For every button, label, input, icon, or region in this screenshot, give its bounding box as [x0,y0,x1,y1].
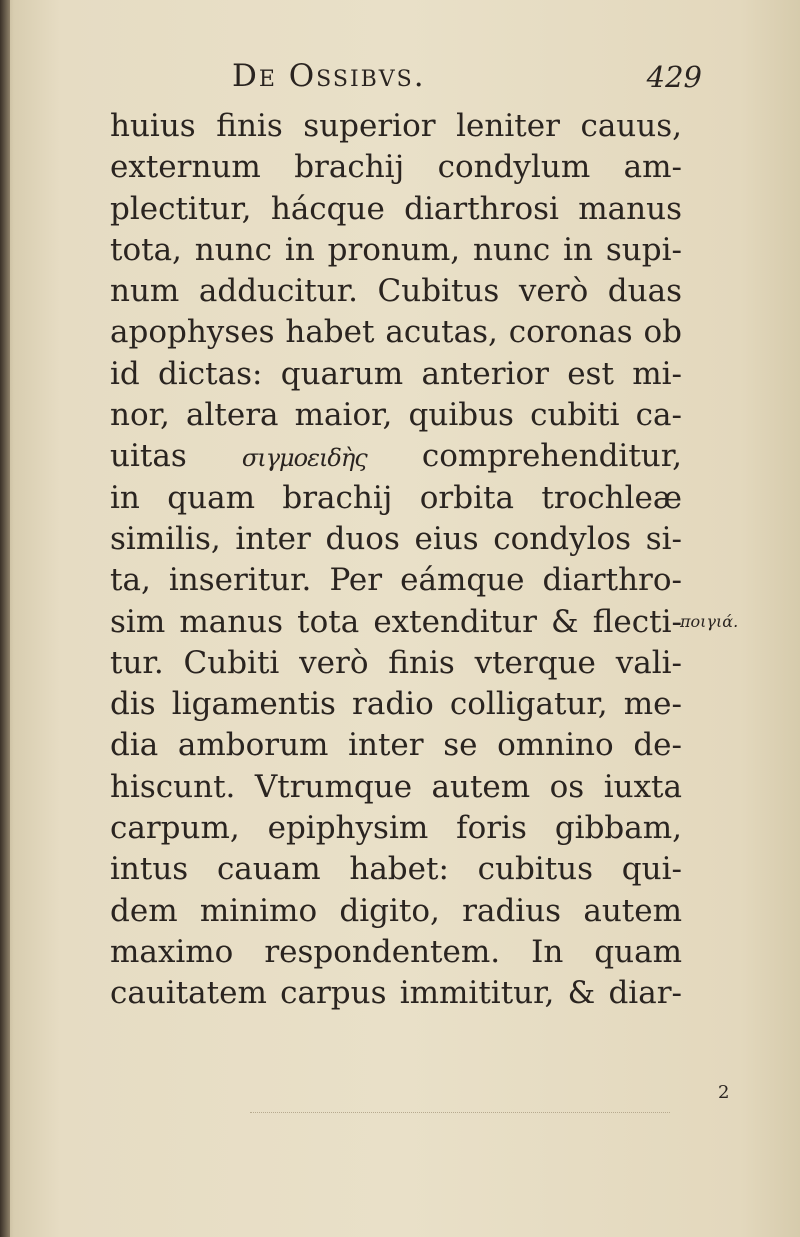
page-header [232,58,702,102]
text-line: huius finis superior leniter cauus, [110,108,682,144]
greek-term: σιγμοειδὴς [241,444,367,473]
text-line: dem minimo digito, radius autem [110,892,682,929]
text-line: nor, altera maior, quibus cubiti ca- [110,397,682,434]
text-line: in quam brachij orbita trochleæ [110,479,682,516]
text-line: ta, inseritur. Per eámque diarthro- [110,562,682,599]
marginal-note: ποιγιά. [680,612,739,631]
text-line: similis, inter duos eius condylos si- [110,520,682,557]
text-line: tota, nunc in pronum, nunc in supi- [110,231,682,268]
text-line: num adducitur. Cubitus verò duas [110,273,682,310]
text-line: hiscunt. Vtrumque autem os iuxta [110,768,682,805]
bottom-bleed-line [250,1112,670,1114]
text-segment: uitas [110,438,187,475]
signature-mark: 2 [718,1082,730,1103]
text-line: id dictas: quarum anterior est mi- [110,355,682,392]
text-line: dia amborum inter se omnino de- [110,727,682,764]
body-text [110,106,682,1015]
text-line: plectitur, hácque diarthrosi manus [110,190,682,227]
book-spine-edge [0,0,10,1237]
text-line: tur. Cubiti verò finis vterque vali- [110,644,682,681]
text-line: intus cauam habet: cubitus qui- [110,851,682,888]
text-line: sim manus tota extenditur & flecti- [110,603,682,640]
text-line: maximo respondentem. In quam [110,933,682,970]
running-head: De Ossibvs. [232,58,426,94]
text-segment: comprehenditur, [421,438,683,475]
text-line: carpum, epiphysim foris gibbam, [110,810,682,847]
text-line: dis ligamentis radio colligatur, me- [110,686,682,723]
page-number: 429 [646,60,702,94]
text-line: cauitatem carpus immititur, & diar- [110,975,682,1012]
text-line: apophyses habet acutas, coronas ob [110,314,682,351]
text-line-with-greek [110,436,682,477]
text-line: externum brachij condylum am- [110,149,682,186]
